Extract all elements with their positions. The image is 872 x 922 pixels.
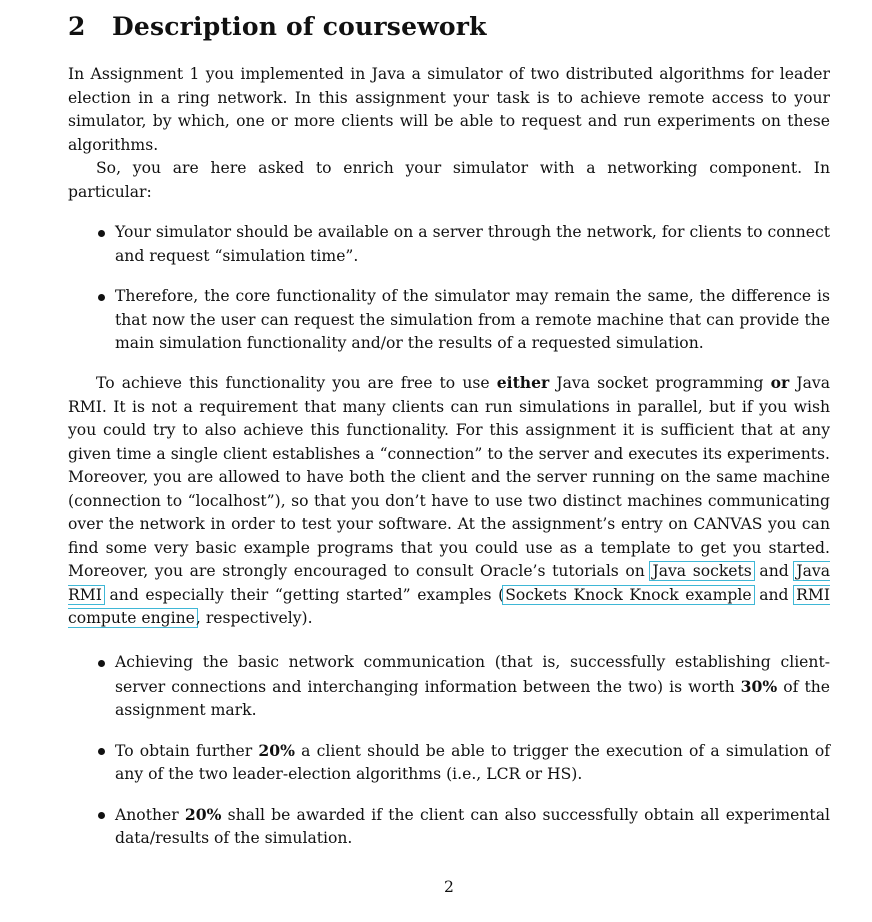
requirements-list <box>68 221 830 356</box>
bullet-icon <box>98 230 105 237</box>
section-title: Description of coursework <box>112 12 487 41</box>
mark-percentage: 20% <box>258 740 295 760</box>
list-item-text: a client should be able to trigger the execution of a simulation of any of the two leader-election algorithms (i.e., LCR or HS). <box>115 741 830 783</box>
list-item <box>68 285 830 356</box>
bullet-icon <box>98 660 105 667</box>
text-run: , respectively). <box>195 609 313 627</box>
mark-percentage: 20% <box>184 804 222 824</box>
text-run: To achieve this functionality you are free to use <box>96 374 497 392</box>
list-item-text: To obtain further <box>115 741 259 760</box>
java-sockets-link[interactable]: Java sockets <box>649 561 754 581</box>
marking-list <box>68 651 830 851</box>
list-item-text: Therefore, the core functionality of the simulator may remain the same, the difference is that now the user can request the simulation from a remote machine that can provide the main simulation functionality and/or the results of a requested simulation. <box>115 287 830 352</box>
text-run: Java RMI. It is not a requirement that many clients can run simulations in parallel, but if you wish you could try to also achieve this functionality. For this assignment it is sufficient that at any given time a single client establishes a “connection” to the server and executes its experiments. Moreover, you are allowed to have both the client and the server running on the same machine (connection to “localhost”), so that you don’t have to use two distinct machines communicating over the network in order to test your software. At the assignment’s entry on CANVAS you can find some very basic example programs that you could use as a template to get you started. Moreover, you are strongly encouraged to consult Oracle’s tutorials on <box>68 374 830 580</box>
text-run: Java socket programming <box>549 374 771 392</box>
list-item-text: of the assignment mark. <box>115 677 830 719</box>
text-run: and <box>752 562 796 580</box>
java-rmi-link[interactable]: Java RMI <box>68 562 830 604</box>
bullet-icon <box>98 812 105 819</box>
mark-percentage: 30% <box>740 676 778 696</box>
emphasis-or: or <box>770 373 790 392</box>
list-item <box>68 651 830 723</box>
section-number: 2 <box>68 12 86 41</box>
list-item-text: shall be awarded if the client can also successfully obtain all experimental data/results of the simulation. <box>115 805 830 847</box>
intro-paragraph-2: So, you are here asked to enrich your simulator with a networking component. In particular: <box>68 159 830 201</box>
list-item-text: Achieving the basic network communication (that is, successfully establishing client-server connections and interchanging information between the two) is worth <box>115 653 830 696</box>
list-item-text: Your simulator should be available on a server through the network, for clients to connect and request “simulation time”. <box>115 223 830 265</box>
list-item <box>68 221 830 268</box>
list-item <box>68 739 830 787</box>
intro-paragraph: In Assignment 1 you implemented in Java a simulator of two distributed algorithms for leader election in a ring network. In this assignment your task is to achieve remote access to your simulator, by which, one or more clients will be able to request and run experiments on these algorithms. <box>68 65 830 154</box>
list-item-text: Another <box>115 805 185 824</box>
main-paragraph <box>68 371 830 631</box>
text-run: and <box>752 585 796 604</box>
bullet-icon <box>98 294 105 301</box>
text-run: and especially their “getting started” examples ( <box>102 585 505 604</box>
section-heading <box>68 12 487 41</box>
list-item <box>68 803 830 851</box>
sockets-knock-knock-link[interactable]: Sockets Knock Knock example <box>502 585 754 605</box>
page-number: 2 <box>444 878 454 896</box>
emphasis-either: either <box>496 373 550 392</box>
rmi-compute-engine-link[interactable]: RMI compute engine <box>68 585 830 627</box>
bullet-icon <box>98 748 105 755</box>
